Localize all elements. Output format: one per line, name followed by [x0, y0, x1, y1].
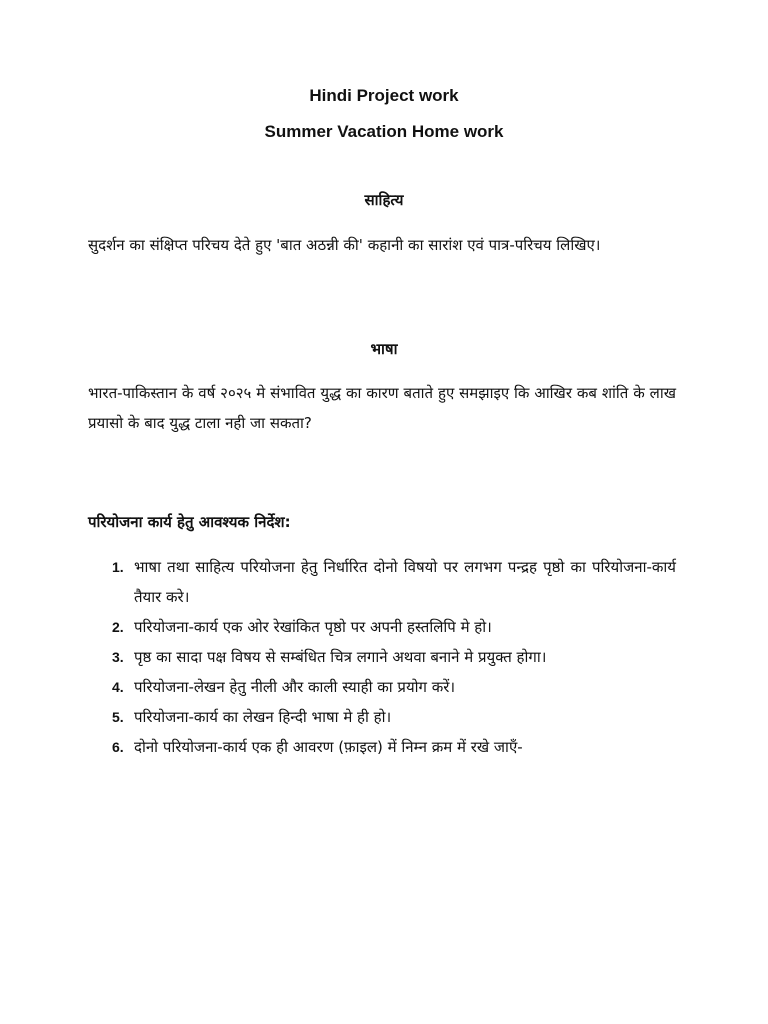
list-item [112, 732, 676, 762]
list-item [112, 612, 676, 642]
document-title: Hindi Project work [309, 86, 459, 105]
instructions-heading: परियोजना कार्य हेतु आवश्यक निर्देश: [88, 513, 291, 531]
section-heading-bhasha: भाषा [370, 340, 398, 358]
list-item-number: 1. [112, 559, 124, 575]
list-item [112, 552, 676, 612]
list-item-number: 6. [112, 739, 124, 755]
list-item-text: पृष्ठ का सादा पक्ष विषय से सम्बंधित चित्र लगाने अथवा बनाने मे प्रयुक्त होगा। [134, 648, 547, 666]
list-item-text: दोनो परियोजना-कार्य एक ही आवरण (फ़ाइल) में निम्न क्रम में रखे जाएँ- [134, 738, 523, 756]
list-item-number: 4. [112, 679, 124, 695]
list-item-number: 3. [112, 649, 124, 665]
document-subtitle: Summer Vacation Home work [264, 122, 504, 141]
list-item-number: 2. [112, 619, 124, 635]
list-item [112, 642, 676, 672]
section-text-bhasha: भारत-पाकिस्तान के वर्ष २०२५ मे संभावित युद्ध का कारण बताते हुए समझाइए कि आखिर कब शांति के लाख प्रयासो के बाद युद्ध टाला नही जा सकता? [88, 384, 676, 432]
list-item-number: 5. [112, 709, 124, 725]
list-item [112, 702, 676, 732]
section-heading-sahitya: साहित्य [364, 191, 404, 209]
list-item-text: परियोजना-कार्य का लेखन हिन्दी भाषा मे ही हो। [134, 708, 392, 726]
list-item-text: परियोजना-लेखन हेतु नीली और काली स्याही का प्रयोग करें। [134, 678, 456, 696]
instructions-list [112, 552, 676, 762]
section-text-sahitya: सुदर्शन का संक्षिप्त परिचय देते हुए 'बात अठन्नी की' कहानी का सारांश एवं पात्र-परिचय लिखिए। [88, 236, 601, 254]
list-item-text: परियोजना-कार्य एक ओर रेखांकित पृष्ठो पर अपनी हस्तलिपि मे हो। [134, 618, 492, 636]
list-item [112, 672, 676, 702]
list-item-text: भाषा तथा साहित्य परियोजना हेतु निर्धारित दोनो विषयो पर लगभग पन्द्रह पृष्ठो का परियोजना-कार्य तैयार करे। [134, 558, 676, 606]
